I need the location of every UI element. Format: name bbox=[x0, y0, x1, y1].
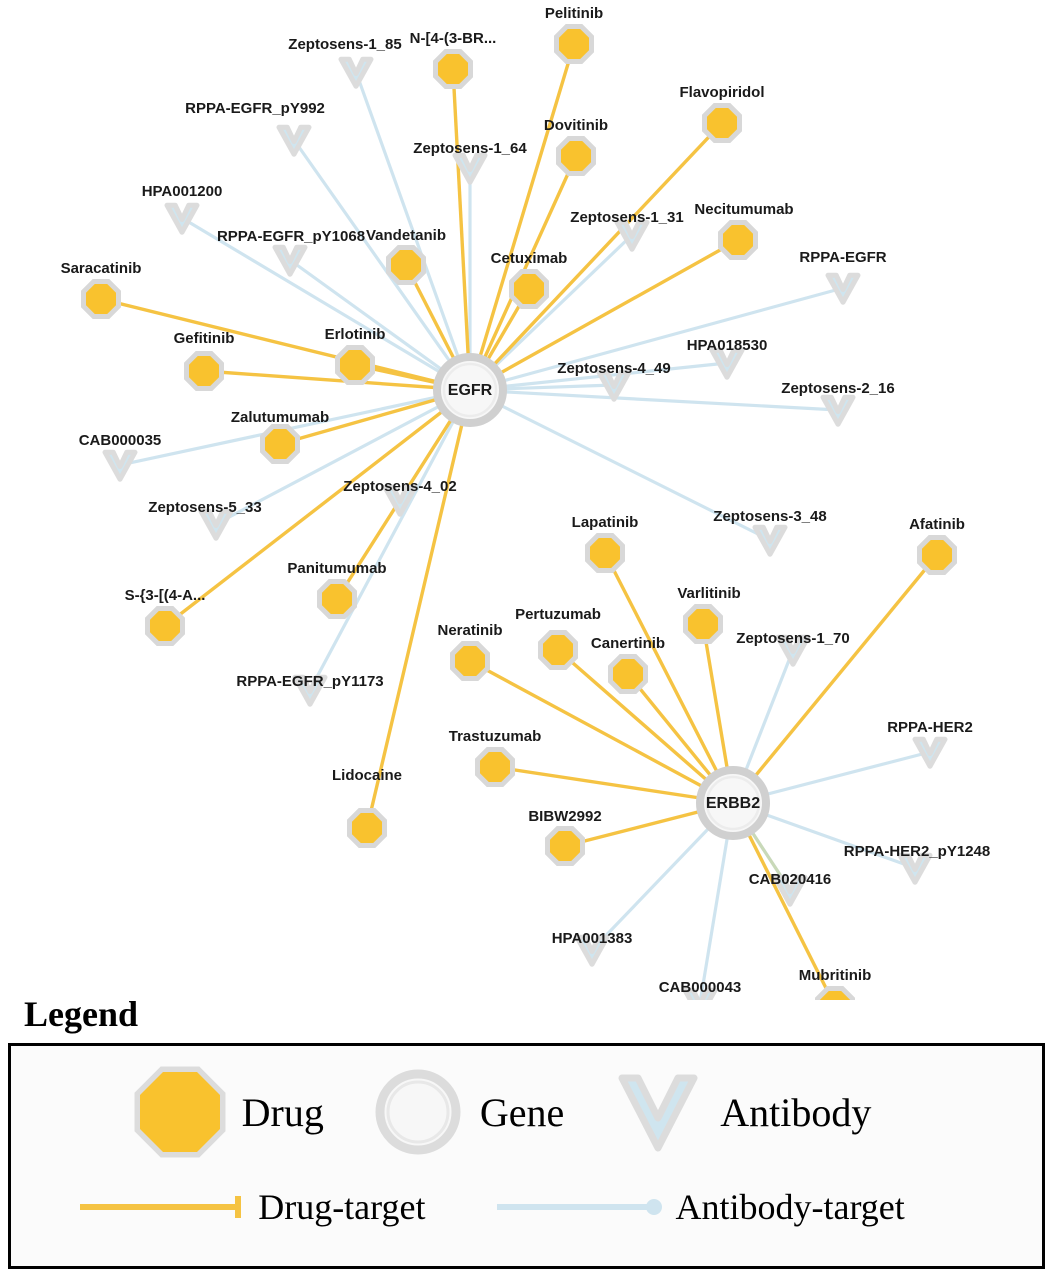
antibody-chevron-icon bbox=[900, 855, 930, 882]
drug-octagon-icon bbox=[480, 752, 510, 782]
legend-box bbox=[8, 1043, 1045, 1269]
drug-octagon-icon bbox=[543, 635, 573, 665]
drug-label: Lidocaine bbox=[331, 767, 403, 784]
drug-octagon-icon bbox=[189, 356, 219, 386]
edge bbox=[356, 72, 470, 390]
antibody-label: HPA001200 bbox=[141, 183, 223, 200]
antibody-node[interactable] bbox=[775, 877, 805, 904]
drug-octagon-icon bbox=[352, 813, 382, 843]
drug-octagon-icon bbox=[455, 646, 485, 676]
drug-octagon-icon bbox=[265, 429, 295, 459]
gene-label: EGFR bbox=[447, 382, 493, 399]
antibody-node[interactable] bbox=[341, 59, 371, 86]
edge bbox=[470, 390, 838, 410]
antibody-chevron-icon bbox=[275, 247, 305, 274]
drug-label: S-{3-[(4-A... bbox=[124, 587, 206, 604]
antibody-chevron-icon bbox=[775, 877, 805, 904]
antibody-label: Zeptosens-3_48 bbox=[713, 508, 827, 525]
legend-item-antibody bbox=[612, 1066, 919, 1158]
drug-node[interactable] bbox=[612, 658, 644, 690]
legend-label-gene: Gene bbox=[479, 1089, 565, 1135]
drug-node[interactable] bbox=[321, 583, 353, 615]
antibody-node[interactable] bbox=[295, 677, 325, 704]
antibody-node[interactable] bbox=[105, 452, 135, 479]
nodes-layer bbox=[85, 28, 953, 1000]
legend-label-drug: Drug bbox=[241, 1089, 324, 1135]
legend-item-drug bbox=[134, 1066, 372, 1158]
gene-node[interactable] bbox=[437, 357, 503, 423]
drug-label: Cetuximab bbox=[490, 250, 568, 267]
drug-octagon-icon bbox=[438, 54, 468, 84]
edge bbox=[216, 390, 470, 524]
drug-octagon-icon bbox=[134, 1066, 226, 1158]
drug-label: Dovitinib bbox=[543, 117, 609, 134]
drug-octagon-icon bbox=[590, 538, 620, 568]
antibody-label: RPPA-EGFR_pY1068 bbox=[216, 228, 366, 245]
antibody-label: Zeptosens-1_85 bbox=[288, 36, 402, 53]
drug-octagon-icon bbox=[613, 659, 643, 689]
edge bbox=[310, 390, 470, 690]
antibody-node[interactable] bbox=[275, 247, 305, 274]
drug-octagon-icon bbox=[340, 350, 370, 380]
antibody-chevron-icon bbox=[828, 275, 858, 302]
drug-label: Lapatinib bbox=[571, 514, 639, 531]
antibody-node[interactable] bbox=[755, 527, 785, 554]
antibody-label: Zeptosens-2_16 bbox=[781, 380, 895, 397]
antibody-node[interactable] bbox=[201, 511, 231, 538]
antibody-node[interactable] bbox=[900, 855, 930, 882]
antibody-label: RPPA-EGFR_pY992 bbox=[185, 100, 325, 117]
drug-node[interactable] bbox=[149, 610, 181, 642]
drug-node[interactable] bbox=[921, 539, 953, 571]
drug-octagon-icon bbox=[550, 831, 580, 861]
antibody-node[interactable] bbox=[828, 275, 858, 302]
gene-label: ERBB2 bbox=[705, 795, 761, 812]
drug-octagon-icon bbox=[561, 141, 591, 171]
drug-node[interactable] bbox=[339, 349, 371, 381]
legend-symbols-row bbox=[11, 1066, 1042, 1158]
drug-label: N-[4-(3-BR... bbox=[409, 30, 497, 47]
gene-node[interactable] bbox=[700, 770, 766, 836]
drug-octagon-icon bbox=[559, 29, 589, 59]
drug-label: Mubritinib bbox=[798, 967, 872, 984]
drug-label: Gefitinib bbox=[173, 330, 235, 347]
antibody-chevron-icon bbox=[612, 1066, 704, 1158]
antibody-chevron-icon bbox=[105, 452, 135, 479]
antibody-chevron-icon bbox=[778, 637, 808, 664]
antibody-node[interactable] bbox=[167, 205, 197, 232]
drug-node[interactable] bbox=[706, 107, 738, 139]
antibody-chevron-icon bbox=[279, 127, 309, 154]
drug-octagon-icon bbox=[322, 584, 352, 614]
drug-label: Saracatinib bbox=[60, 260, 142, 277]
drug-label: Zalutumumab bbox=[230, 409, 330, 426]
edge bbox=[470, 390, 770, 540]
drug-label: Afatinib bbox=[909, 516, 965, 533]
drug-node[interactable] bbox=[264, 428, 296, 460]
antibody-label: RPPA-EGFR bbox=[799, 249, 887, 266]
legend-label-antibody-target: Antibody-target bbox=[675, 1187, 905, 1227]
drug-label: Necitumumab bbox=[694, 201, 794, 218]
antibody-node[interactable] bbox=[778, 637, 808, 664]
antibody-node[interactable] bbox=[915, 739, 945, 766]
drug-octagon-icon bbox=[922, 540, 952, 570]
antibody-label: Zeptosens-1_31 bbox=[570, 209, 684, 226]
drug-node[interactable] bbox=[351, 812, 383, 844]
drug-node[interactable] bbox=[687, 608, 719, 640]
drug-label: Panitumumab bbox=[287, 560, 387, 577]
drug-label: Pertuzumab bbox=[515, 606, 601, 623]
antibody-chevron-icon bbox=[341, 59, 371, 86]
drug-node[interactable] bbox=[819, 990, 851, 1000]
legend-item-gene bbox=[372, 1066, 612, 1158]
drug-label: Vandetanib bbox=[365, 227, 447, 244]
antibody-node[interactable] bbox=[279, 127, 309, 154]
drug-label: Canertinib bbox=[590, 635, 666, 652]
drug-octagon-icon bbox=[707, 108, 737, 138]
drug-node[interactable] bbox=[188, 355, 220, 387]
antibody-label: Zeptosens-1_70 bbox=[736, 630, 850, 647]
drug-label: Pelitinib bbox=[544, 5, 604, 22]
legend-label-drug-target: Drug-target bbox=[258, 1187, 426, 1227]
antibody-label: Zeptosens-5_33 bbox=[148, 499, 262, 516]
antibody-label: CAB000035 bbox=[78, 432, 162, 449]
antibody-label: RPPA-HER2_pY1248 bbox=[843, 843, 991, 860]
legend-label-antibody: Antibody bbox=[720, 1089, 872, 1135]
drug-octagon-icon bbox=[150, 611, 180, 641]
drug-octagon-icon bbox=[391, 250, 421, 280]
drug-node[interactable] bbox=[454, 645, 486, 677]
edge bbox=[733, 555, 937, 803]
legend-item-antibody-target bbox=[495, 1186, 974, 1228]
drug-node[interactable] bbox=[390, 249, 422, 281]
drug-node[interactable] bbox=[560, 140, 592, 172]
legend-title: Legend bbox=[24, 994, 139, 1034]
antibody-label: CAB020416 bbox=[748, 871, 832, 888]
drug-node[interactable] bbox=[437, 53, 469, 85]
antibody-chevron-icon bbox=[167, 205, 197, 232]
drug-octagon-icon bbox=[86, 284, 116, 314]
antibody-chevron-icon bbox=[295, 677, 325, 704]
antibody-label: Zeptosens-1_64 bbox=[413, 140, 527, 157]
antibody-chevron-icon bbox=[755, 527, 785, 554]
drug-label: Flavopiridol bbox=[679, 84, 765, 101]
drug-node[interactable] bbox=[542, 634, 574, 666]
drug-label: Trastuzumab bbox=[448, 728, 542, 745]
legend-item-drug-target bbox=[78, 1186, 495, 1228]
antibody-label: RPPA-HER2 bbox=[887, 719, 973, 736]
drug-node[interactable] bbox=[479, 751, 511, 783]
drug-octagon-icon bbox=[723, 225, 753, 255]
drug-target-edge-icon bbox=[78, 1192, 248, 1222]
antibody-chevron-icon bbox=[577, 937, 607, 964]
drug-label: Neratinib bbox=[437, 622, 503, 639]
drug-label: BIBW2992 bbox=[528, 808, 602, 825]
drug-label: Erlotinib bbox=[324, 326, 386, 343]
antibody-chevron-icon bbox=[201, 511, 231, 538]
antibody-node[interactable] bbox=[577, 937, 607, 964]
drug-octagon-icon bbox=[688, 609, 718, 639]
antibody-label: Zeptosens-4_49 bbox=[557, 360, 671, 377]
antibody-chevron-icon bbox=[915, 739, 945, 766]
drug-octagon-icon bbox=[514, 274, 544, 304]
drug-label: Varlitinib bbox=[677, 585, 741, 602]
antibody-label: RPPA-EGFR_pY1173 bbox=[236, 673, 384, 690]
legend-edges-row bbox=[11, 1186, 1042, 1228]
antibody-label: HPA018530 bbox=[686, 337, 768, 354]
drug-node[interactable] bbox=[558, 28, 590, 60]
drug-node[interactable] bbox=[549, 830, 581, 862]
antibody-label: CAB000043 bbox=[658, 979, 742, 996]
gene-circle-icon bbox=[372, 1066, 464, 1158]
antibody-label: Zeptosens-4_02 bbox=[343, 478, 457, 495]
antibody-target-edge-icon bbox=[495, 1192, 665, 1222]
drug-node[interactable] bbox=[722, 224, 754, 256]
antibody-label: HPA001383 bbox=[551, 930, 633, 947]
edge bbox=[453, 69, 470, 390]
drug-node[interactable] bbox=[513, 273, 545, 305]
drug-node[interactable] bbox=[85, 283, 117, 315]
drug-node[interactable] bbox=[589, 537, 621, 569]
